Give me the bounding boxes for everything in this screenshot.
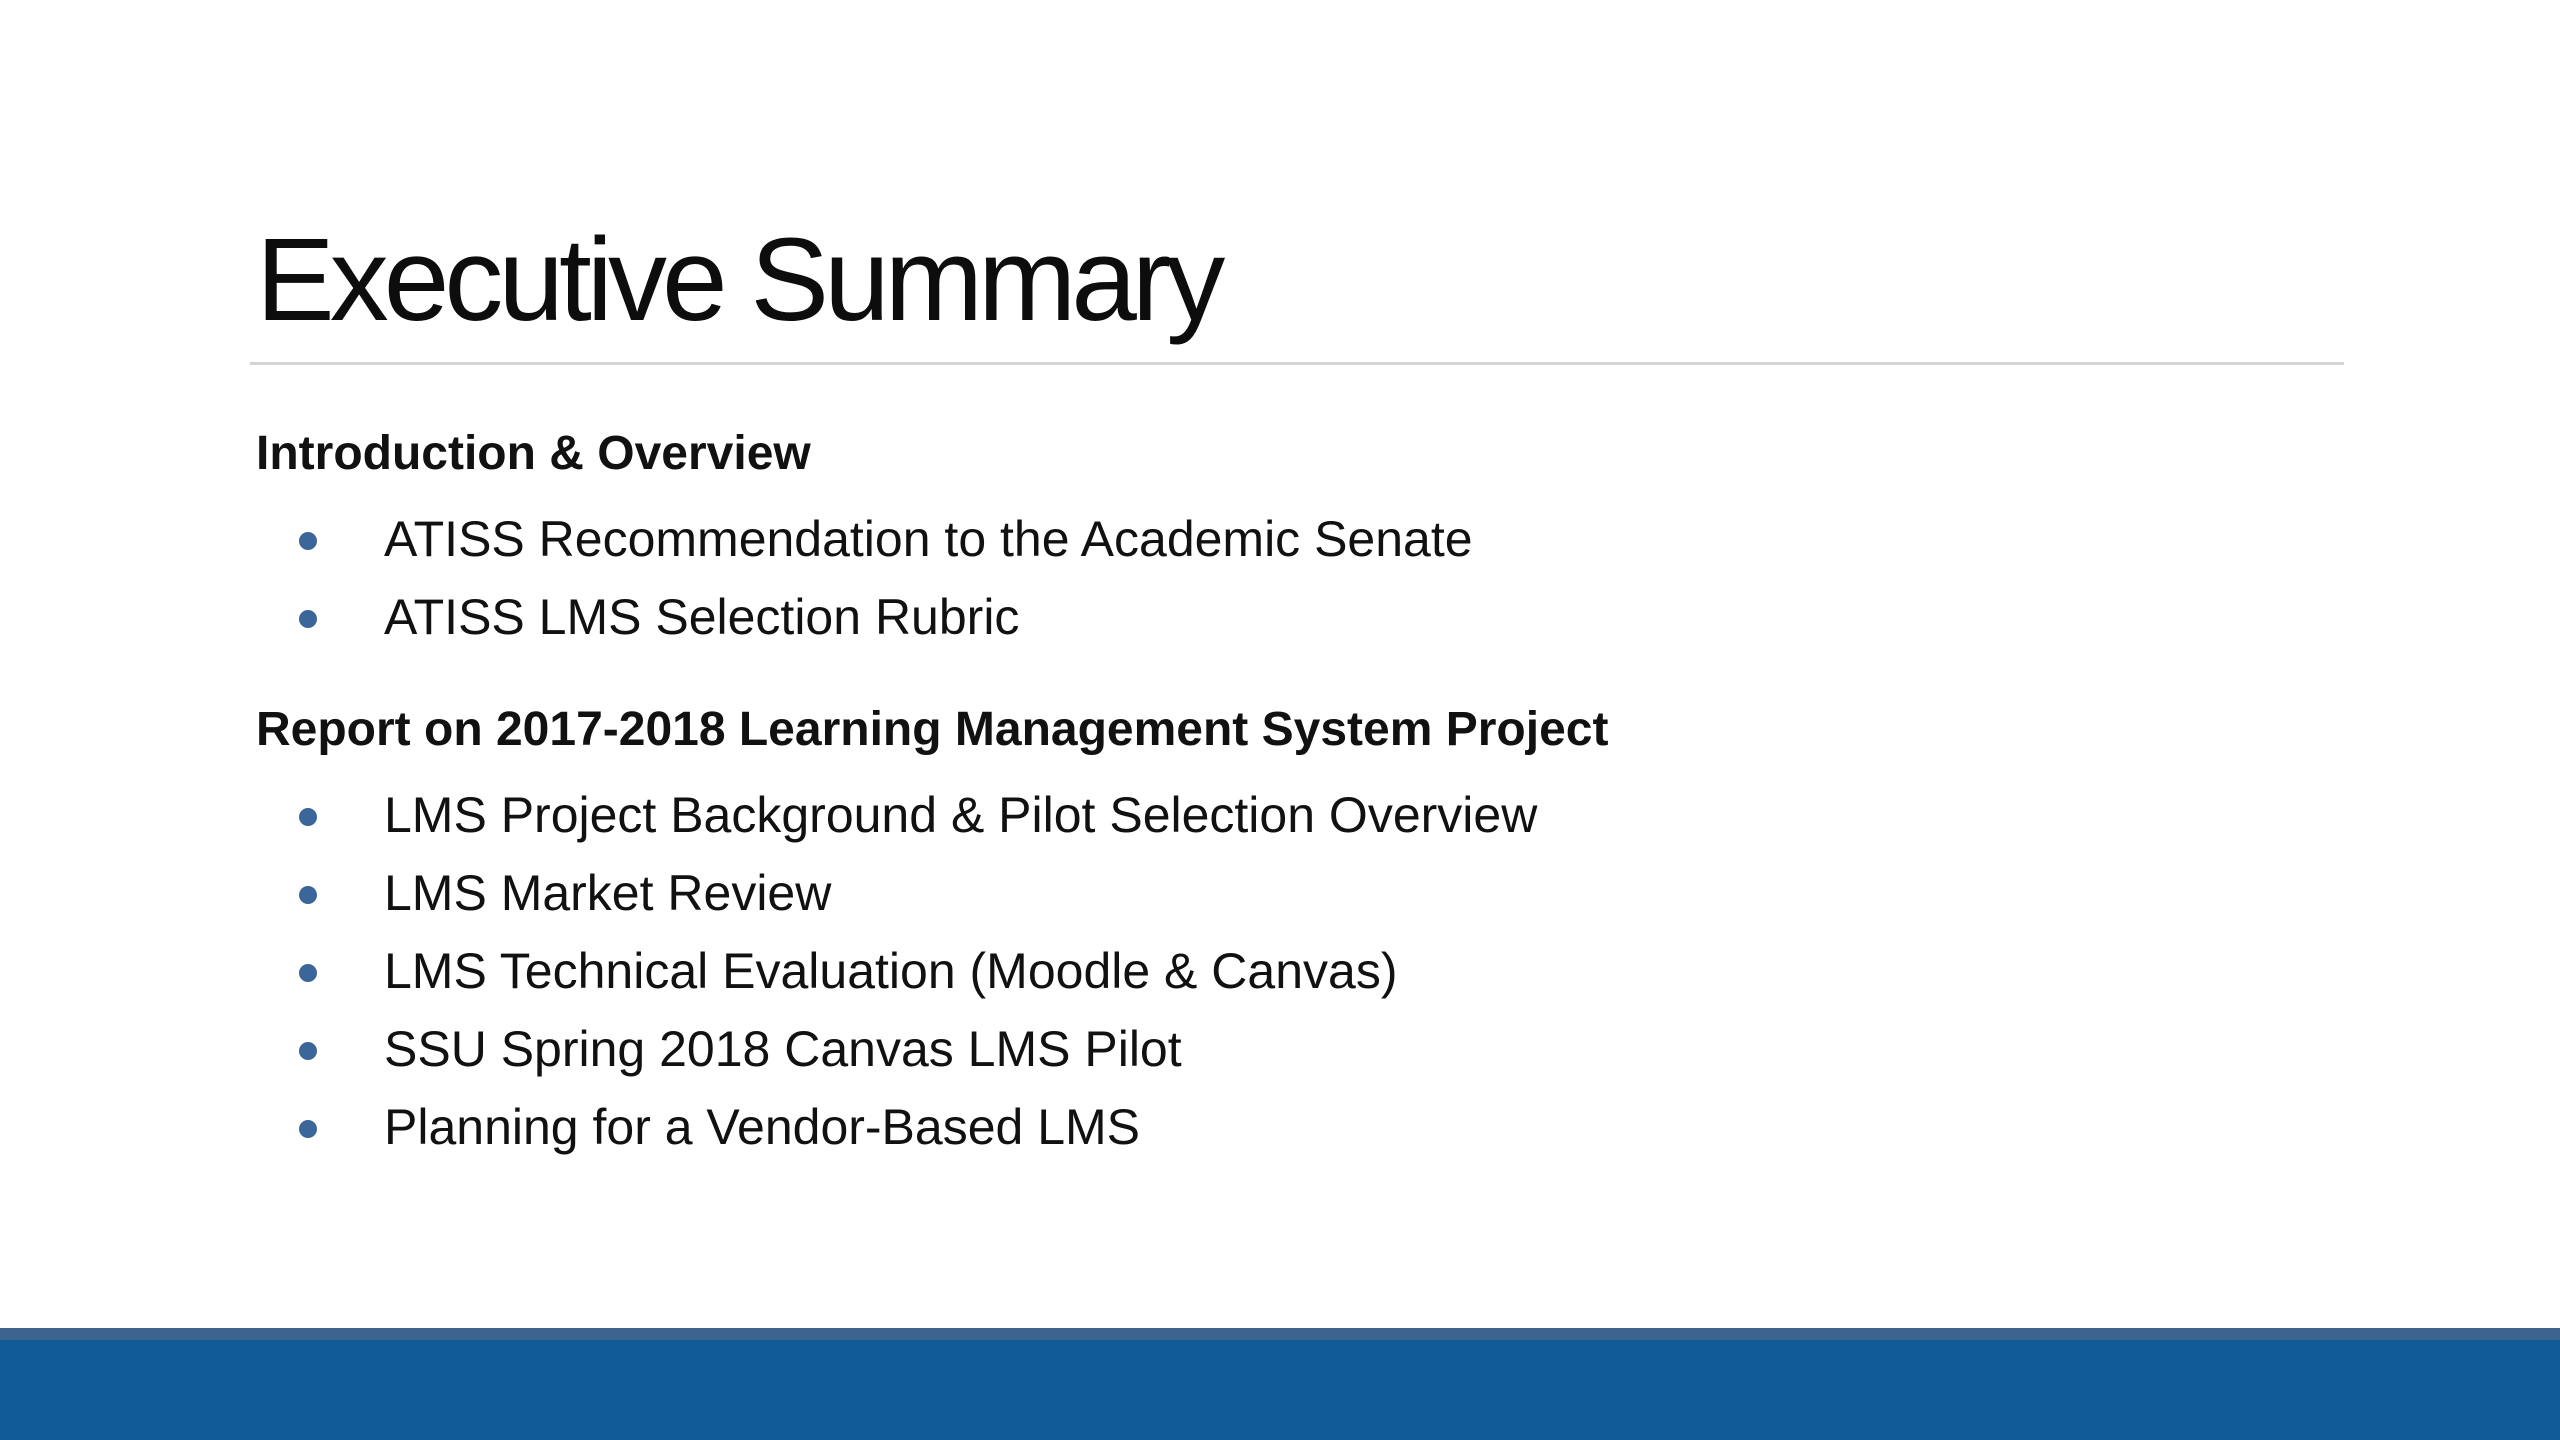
- section-lms-project-report: [256, 692, 2256, 1166]
- slide-content: [256, 416, 2256, 1166]
- slide-title: Executive Summary: [256, 214, 1221, 346]
- bullet-icon: [299, 1042, 317, 1060]
- bullet-icon: [299, 1120, 317, 1138]
- list-item: [256, 932, 2256, 1010]
- bullet-icon: [299, 964, 317, 982]
- bullet-icon: [299, 532, 317, 550]
- bullet-list: [256, 500, 2256, 656]
- list-item: [256, 854, 2256, 932]
- list-item: [256, 578, 2256, 656]
- list-item-text: LMS Technical Evaluation (Moodle & Canvas): [384, 943, 1398, 999]
- list-item-text: ATISS Recommendation to the Academic Senate: [384, 511, 1473, 567]
- section-introduction-overview: [256, 416, 2256, 656]
- section-heading: Introduction & Overview: [256, 427, 811, 480]
- footer-stripe: [0, 1328, 2560, 1340]
- bullet-list: [256, 776, 2256, 1166]
- list-item-text: LMS Project Background & Pilot Selection Overview: [384, 787, 1538, 843]
- list-item: [256, 500, 2256, 578]
- list-item: [256, 1088, 2256, 1166]
- list-item-text: Planning for a Vendor-Based LMS: [384, 1099, 1141, 1155]
- bullet-icon: [299, 808, 317, 826]
- list-item-text: SSU Spring 2018 Canvas LMS Pilot: [384, 1021, 1182, 1077]
- bullet-icon: [299, 886, 317, 904]
- section-heading: Report on 2017-2018 Learning Management System Project: [256, 703, 1609, 756]
- bullet-icon: [299, 610, 317, 628]
- footer-band: [0, 1328, 2560, 1440]
- title-divider: [250, 362, 2344, 365]
- list-item-text: ATISS LMS Selection Rubric: [384, 589, 1020, 645]
- list-item-text: LMS Market Review: [384, 865, 832, 921]
- list-item: [256, 776, 2256, 854]
- list-item: [256, 1010, 2256, 1088]
